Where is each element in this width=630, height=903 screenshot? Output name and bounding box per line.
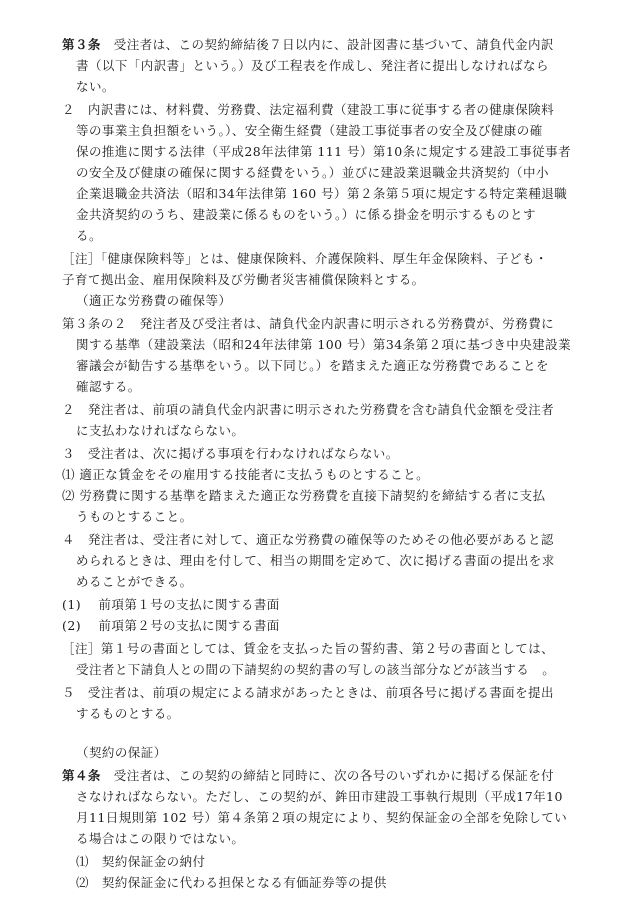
text-line: めることができる。 bbox=[76, 574, 193, 589]
note-documents: ［注］第１号の書面としては、賃金を支払った旨の誓約書、第２号の書面としては、 bbox=[62, 641, 555, 656]
article-3-2-heading: 第３条の２ 発注者及び受注者は、請負代金内訳書に明示される労務費が、労務費に bbox=[62, 316, 555, 331]
text-line: の安全及び健康の確保に関する経費をいう。）並びに建設業退職金共済契約（中小 bbox=[76, 165, 549, 180]
text-line: る。 bbox=[76, 228, 102, 243]
text-line: 受注者と下請負人との間の下請契約の契約書の写しの該当部分などが該当する 。 bbox=[76, 662, 556, 677]
text-line: するものとする。 bbox=[76, 706, 180, 721]
text-line: 書（以下「内訳書」という。）及び工程表を作成し、発注者に提出しなければなら bbox=[76, 58, 549, 73]
text-line: 企業退職金共済法（昭和34年法律第 160 号）第２条第５項に規定する特定業種退職 bbox=[76, 186, 568, 201]
guarantee-item-1: ⑴ 契約保証金の納付 bbox=[76, 854, 206, 869]
caption-contract-guarantee: （契約の保証） bbox=[76, 745, 167, 760]
item-2: ⑵ 労務費に関する基準を踏まえた適正な労務費を直接下請契約を締結する者に支払 bbox=[62, 488, 546, 503]
article-4-heading: 第４条 bbox=[62, 768, 101, 783]
text-line: 等の事業主負担額をいう。）、安全衛生経費（建設工事従事者の安全及び健康の確 bbox=[76, 123, 543, 138]
sub-item-2: (2) 前項第２号の支払に関する書面 bbox=[62, 618, 280, 633]
note-health-insurance: ［注］「健康保険料等」とは、健康保険料、介護保険料、厚生年金保険料、子ども・ bbox=[62, 251, 548, 266]
text-line: 審議会が勧告する基準をいう。以下同じ。）を踏まえた適正な労務費であることを bbox=[76, 358, 549, 373]
guarantee-item-2: ⑵ 契約保証金に代わる担保となる有価証券等の提供 bbox=[76, 875, 387, 890]
text-line: に支払わなければならない。 bbox=[76, 423, 245, 438]
article-3-heading: 第３条 bbox=[62, 37, 101, 52]
text-line: 子育て拠出金、雇用保険料及び労働者災害補償保険料とする。 bbox=[62, 272, 425, 287]
article-4-line-1: 第４条 受注者は、この契約の締結と同時に、次の各号のいずれかに掲げる保証を付 bbox=[62, 768, 555, 783]
article-3-line-1: 第３条 受注者は、この契約締結後７日以内に、設計図書に基づいて、請負代金内訳 bbox=[62, 37, 554, 52]
text-line: る場合はこの限りではない。 bbox=[76, 831, 245, 846]
text-line: うものとすること。 bbox=[76, 509, 193, 524]
article-3-2-para-5: ５ 受注者は、前項の規定による請求があったときは、前項各号に掲げる書面を提出 bbox=[62, 685, 554, 700]
article-3-2-para-2: ２ 発注者は、前項の請負代金内訳書に明示された労務費を含む請負代金額を受注者 bbox=[62, 402, 555, 417]
text-line: 月11日規則第 102 号）第４条第２項の規定により、契約保証金の全部を免除してい bbox=[76, 810, 568, 825]
article-3-para-2: ２ 内訳書には、材料費、労務費、法定福利費（建設工事に従事する者の健康保険料 bbox=[62, 102, 555, 117]
text-line: 関する基準（建設業法（昭和24年法律第 100 号）第34条第２項に基づき中央建設業 bbox=[76, 337, 572, 352]
article-3-2-para-4: ４ 発注者は、受注者に対して、適正な労務費の確保等のためその他必要があると認 bbox=[62, 532, 554, 547]
text-line: 保の推進に関する法律（平成28年法律第 111 号）第10条に規定する建設工事従事者 bbox=[76, 144, 572, 159]
text-line: ない。 bbox=[76, 79, 115, 94]
text-line: さなければならない。ただし、この契約が、鉾田市建設工事執行規則（平成17年10 bbox=[76, 789, 563, 804]
item-1: ⑴ 適正な賃金をその雇用する技能者に支払うものとすること。 bbox=[62, 467, 430, 482]
text-line: 確認する。 bbox=[76, 379, 141, 394]
text-line: められるときは、理由を付して、相当の期間を定めて、次に掲げる書面の提出を求 bbox=[76, 553, 555, 568]
sub-item-1: (1) 前項第１号の支払に関する書面 bbox=[62, 597, 280, 612]
article-3-2-para-3: ３ 受注者は、次に掲げる事項を行わなければならない。 bbox=[62, 446, 399, 461]
text-line: 金共済契約のうち、建設業に係るものをいう。）に係る掛金を明示するものとす bbox=[76, 207, 536, 222]
caption-labor-cost: （適正な労務費の確保等） bbox=[76, 293, 232, 308]
